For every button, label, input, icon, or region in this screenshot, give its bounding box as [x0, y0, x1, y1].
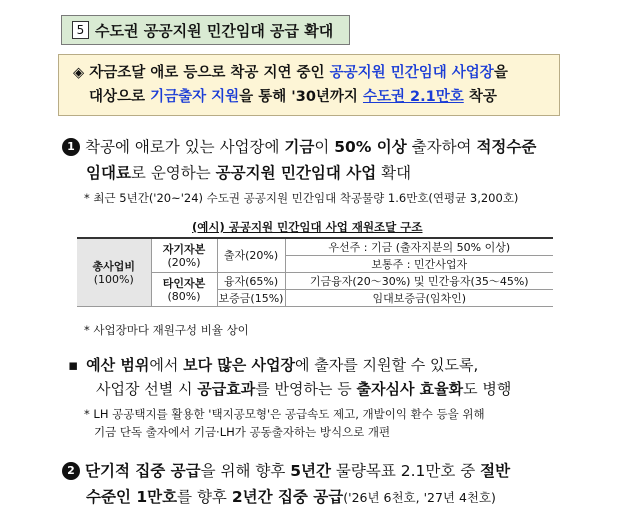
note-3-line-2: 기금 단독 출자에서 기금·LH가 공동출자하는 방식으로 개편	[94, 425, 391, 439]
text: 이	[314, 138, 335, 156]
summary-highlight: 공공지원 민간임대 사업장	[329, 65, 494, 81]
other-label: 타인자본	[162, 276, 206, 290]
common-share-cell: 보통주 : 민간사업자	[285, 256, 553, 273]
text-bold: 단기적 집중 공급	[85, 462, 201, 480]
text: 확대	[376, 164, 412, 182]
summary-highlight: 수도권 2.1만호	[362, 89, 464, 105]
text: 물량목표 2.1만호 중	[331, 462, 481, 480]
text: 사업장 선별 시	[96, 380, 198, 398]
text-bold: 보다 많은 사업장	[183, 356, 295, 374]
text: 출자하여	[406, 138, 477, 156]
diamond-bullet-icon: ◈	[73, 65, 85, 81]
own-label: 자기자본	[162, 242, 206, 256]
text: 에서	[149, 356, 184, 374]
summary-line-2	[73, 85, 559, 109]
total-pct: (100%)	[93, 272, 134, 286]
note-2: * 사업장마다 재원구성 비율 상이	[84, 323, 249, 337]
item-3	[62, 458, 602, 511]
other-capital-cell	[151, 273, 217, 307]
summary-text: 자금조달 애로 등으로 착공 지연 중인	[89, 65, 330, 81]
loan-cell: 융자(65%)	[217, 273, 285, 290]
total-cell	[77, 238, 151, 307]
text-bold: 임대료	[86, 164, 131, 182]
own-pct: (20%)	[167, 255, 201, 269]
summary-highlight: 기금출자 지원	[150, 89, 240, 105]
table-title: (예시) 공공지원 민간임대 사업 재원조달 구조	[192, 220, 423, 234]
summary-line-1	[73, 61, 559, 85]
note-3	[84, 405, 485, 441]
text: 를 반영하는 등	[255, 380, 357, 398]
text-bold: 절반	[480, 462, 511, 480]
text-bold: 공공지원 민간임대 사업	[215, 164, 377, 182]
section-number: 5	[72, 21, 89, 39]
text: 에 출자를 지원할 수 있도록,	[295, 356, 479, 374]
text: 을 위해 향후	[200, 462, 291, 480]
text: 로 운영하는	[130, 164, 216, 182]
note-3-line-1: * LH 공공택지를 활용한 '택지공모형'은 공급속도 제고, 개발이익 환수 등을 위해	[84, 407, 485, 421]
circled-number-icon: 1	[62, 138, 80, 156]
summary-text: 착공	[463, 89, 497, 105]
summary-text: 대상으로	[89, 89, 151, 105]
summary-box	[58, 54, 560, 116]
summary-text: 을 통해 '30년까지	[239, 89, 363, 105]
text-bold: 수준인 1만호	[86, 488, 178, 506]
deposit-detail-cell: 임대보증금(임차인)	[285, 290, 553, 307]
text-bold: 적정수준	[476, 138, 537, 156]
text-bold: 공급효과	[197, 380, 256, 398]
section-header	[61, 15, 350, 45]
text: 도 병행	[463, 380, 512, 398]
circled-number-icon: 2	[62, 462, 80, 480]
item-1	[62, 134, 602, 186]
invest-cell: 출자(20%)	[217, 238, 285, 273]
text: ('26년 6천호, '27년 4천호)	[343, 490, 496, 505]
note-1: * 최근 5년간('20~'24) 수도권 공공지원 민간임대 착공물량 1.6만호(연평균 3,200호)	[84, 191, 519, 205]
text-bold: 5년간	[290, 462, 331, 480]
own-capital-cell	[151, 238, 217, 273]
funding-structure-table	[77, 237, 553, 307]
text-bold: 50% 이상	[334, 138, 407, 156]
text-bold: 출자심사 효율화	[356, 380, 464, 398]
text-bold: 예산 범위	[86, 356, 150, 374]
item-2	[68, 353, 608, 401]
text: 착공에 애로가 있는 사업장에	[85, 138, 285, 156]
other-pct: (80%)	[167, 289, 201, 303]
text-bold: 기금	[284, 138, 315, 156]
loan-detail-cell: 기금융자(20～30%) 및 민간융자(35～45%)	[285, 273, 553, 290]
deposit-cell: 보증금(15%)	[218, 291, 284, 305]
square-bullet-icon: ▪	[68, 356, 79, 374]
preferred-share-cell: 우선주 : 기금 (출자지분의 50% 이상)	[285, 238, 553, 256]
section-title: 수도권 공공지원 민간임대 공급 확대	[95, 21, 334, 40]
text-bold: 2년간 집중 공급	[231, 488, 344, 506]
text: 를 향후	[177, 488, 232, 506]
summary-text: 을	[493, 65, 508, 81]
total-label: 총사업비	[92, 259, 135, 273]
